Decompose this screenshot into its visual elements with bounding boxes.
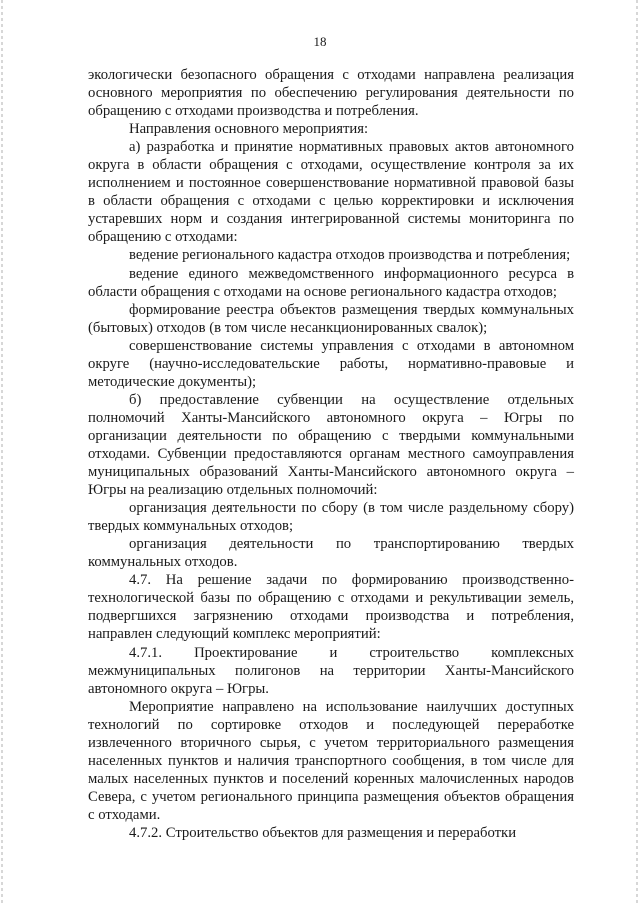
document-body [88, 66, 574, 842]
paragraph: а) разработка и принятие нормативных правовых актов автономного округа в области обращения с отходами, осуществление контроля за их исполнением и постоянное совершенствование нормативной правовой базы в области обращения с отходами с целью корректировки и исключения устаревших норм и создания интегрированной системы мониторинга по обращению с отходами: [88, 139, 574, 246]
list-item: организация деятельности по транспортированию твердых коммунальных отходов. [88, 536, 574, 571]
list-item: совершенствование системы управления с отходами в автономном округе (научно-исследовательские работы, нормативно-правовые и методические документы); [88, 337, 574, 390]
subsection-paragraph: 4.7.2. Строительство объектов для размещения и переработки [129, 824, 517, 841]
list-item: ведение единого межведомственного информационного ресурса в области обращения с отходами на основе регионального кадастра отходов; [88, 265, 574, 300]
page-number: 18 [313, 34, 327, 49]
list-item: ведение регионального кадастра отходов производства и потребления; [129, 247, 571, 264]
list-item: организация деятельности по сбору (в том числе раздельному сбору) твердых коммунальных отходов; [88, 500, 574, 535]
subsection-paragraph: 4.7.1. Проектирование и строительство комплексных межмуниципальных полигонов на территории Ханты-Мансийского автономного округа – Югры. [88, 644, 574, 697]
list-item: формирование реестра объектов размещения твердых коммунальных (бытовых) отходов (в том числе несанкционированных свалок); [88, 301, 574, 336]
paragraph: б) предоставление субвенции на осуществление отдельных полномочий Ханты-Мансийского автономного округа – Югры по организации деятельности по обращению с твердыми коммунальными отходами. Субвенции предоставляются органам местного самоуправления муниципальных образований Ханты-Мансийского автономного округа – Югры на реализацию отдельных полномочий: [88, 391, 574, 499]
paragraph: Направления основного мероприятия: [129, 121, 369, 138]
paragraph: Мероприятие направлено на использование наилучших доступных технологий по сортировке отходов и последующей переработке извлеченного вторичного сырья, с учетом территориального размещения населенных пунктов и наличия транспортного сообщения, в том числе для малых населенных пунктов и поселений коренных малочисленных народов Севера, с учетом регионального принципа размещения объектов обращения с отходами. [88, 698, 574, 823]
section-paragraph: 4.7. На решение задачи по формированию производственно-технологической базы по обращению с отходами и рекультивации земель, подвергшихся загрязнению отходами производства и потребления, направлен следующий комплекс мероприятий: [88, 572, 574, 643]
scan-edge-left [1, 0, 3, 905]
scan-edge-right [636, 0, 638, 905]
paragraph: экологически безопасного обращения с отходами направлена реализация основного мероприятия по обеспечению регулирования деятельности по обращению с отходами производства и потребления. [88, 67, 574, 120]
